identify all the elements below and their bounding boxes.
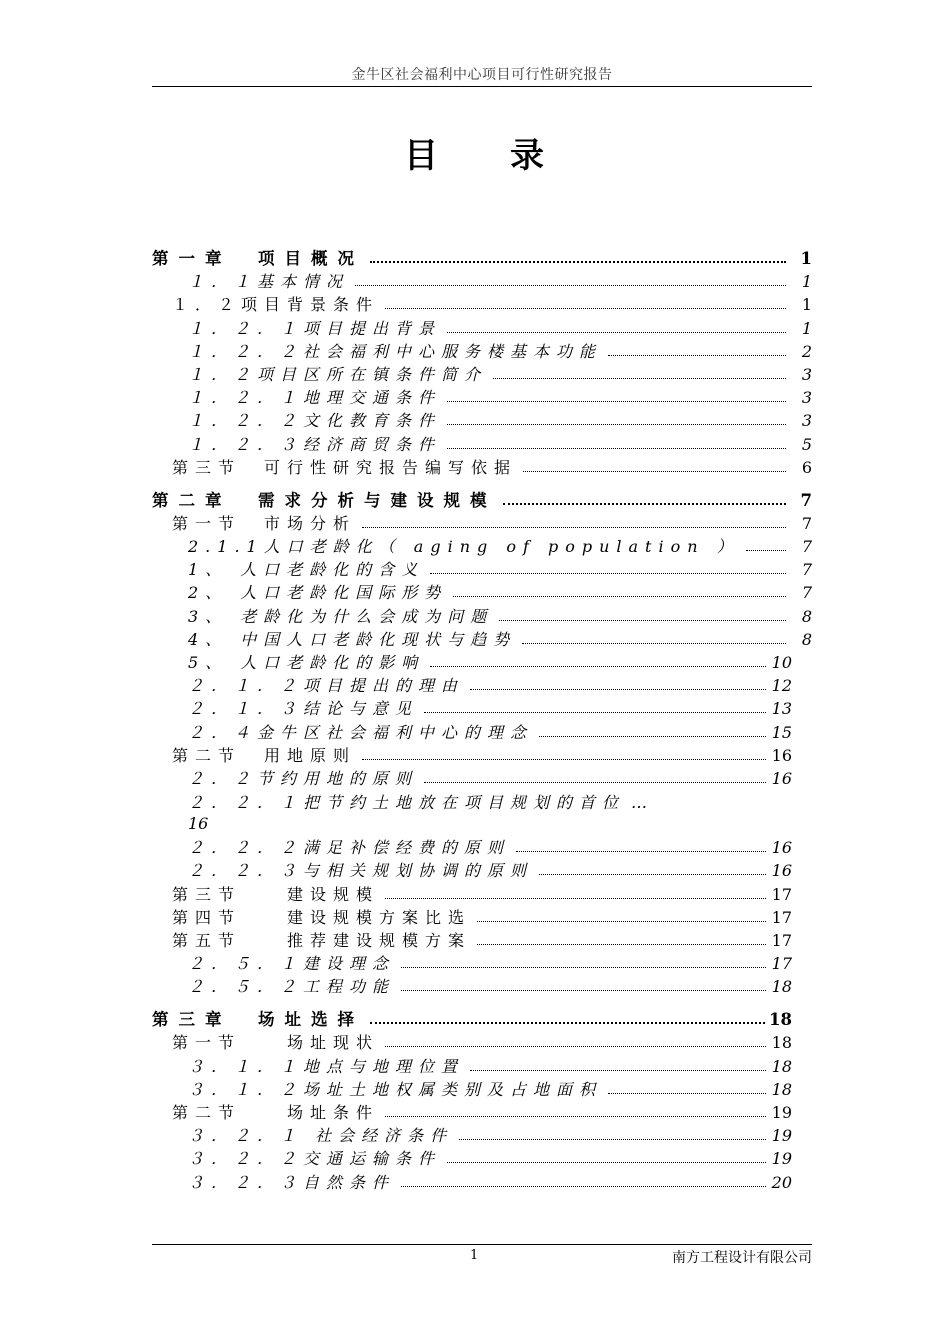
footer-company-name: 南方工程设计有限公司 — [672, 1250, 812, 1266]
dot-leader — [370, 1022, 765, 1024]
toc-heading-char: 录 — [510, 136, 546, 176]
toc-entry[interactable] — [152, 534, 812, 557]
dot-leader — [470, 1070, 766, 1071]
toc-entry[interactable] — [152, 951, 812, 974]
dot-leader — [401, 990, 766, 991]
toc-entry[interactable] — [152, 673, 812, 696]
toc-chapter-entry[interactable] — [152, 997, 812, 1030]
toc-entry[interactable] — [152, 431, 812, 454]
toc-entry-title: ２．１．３结论与意见 — [188, 699, 419, 719]
toc-entry[interactable] — [152, 292, 812, 315]
toc-entry-page: 19 — [771, 1149, 792, 1169]
dot-leader — [362, 759, 766, 760]
toc-entry-page: 17 — [771, 907, 792, 927]
toc-entry-title: １．２．３经济商贸条件 — [188, 434, 442, 454]
toc-entry[interactable] — [152, 408, 812, 431]
toc-entry-page: 13 — [771, 699, 792, 719]
toc-entry-title: １．２．２社会福利中心服务楼基本功能 — [188, 341, 603, 361]
toc-entry-title: 第五节 推荐建设规模方案 — [172, 930, 472, 950]
toc-entry[interactable] — [152, 928, 812, 951]
toc-entry-title: ２．２节约用地的原则 — [188, 768, 419, 788]
toc-entry-title: ３．２．３自然条件 — [188, 1172, 396, 1192]
toc-entry[interactable] — [152, 627, 812, 650]
toc-chapter-entry[interactable] — [152, 478, 812, 511]
toc-entry-page: 1 — [801, 295, 812, 315]
toc-entry-page: 17 — [771, 884, 792, 904]
toc-entry-page: 7 — [801, 537, 812, 557]
toc-entry[interactable] — [152, 362, 812, 385]
toc-entry-page: 18 — [769, 1010, 792, 1030]
toc-entry-title: 第四节 建设规模方案比选 — [172, 907, 472, 927]
toc-entry-title: １．２．１地理交通条件 — [188, 388, 442, 408]
toc-entry[interactable] — [152, 905, 812, 928]
toc-entry-page: 3 — [801, 411, 812, 431]
toc-entry-page: 12 — [771, 676, 792, 696]
dot-leader — [447, 448, 786, 449]
toc-entry[interactable] — [152, 1030, 812, 1053]
toc-entry-title: ２．５．１建设理念 — [188, 954, 396, 974]
dot-leader — [370, 261, 786, 263]
toc-entry-title: 3、 老龄化为什么会成为问题 — [188, 606, 494, 626]
toc-entry-title: ３．２．２交通运输条件 — [188, 1149, 442, 1169]
dot-leader — [608, 355, 786, 356]
dot-leader — [401, 967, 766, 968]
header-rule — [152, 86, 812, 87]
toc-entry[interactable] — [152, 835, 812, 858]
toc-entry[interactable] — [152, 315, 812, 338]
toc-entry-page: 7 — [801, 513, 812, 533]
running-header-title: 金牛区社会福利中心项目可行性研究报告 — [351, 67, 613, 83]
toc-entry-title: ２．２．１把节约土地放在项目规划的首位 — [188, 792, 626, 812]
dot-leader — [401, 1186, 766, 1187]
dot-leader — [503, 503, 787, 505]
toc-entry-page: 18 — [771, 1056, 792, 1076]
toc-entry-page: 16 — [771, 861, 792, 881]
toc-heading-char: 目 — [404, 136, 440, 176]
toc-entry[interactable] — [152, 650, 812, 673]
dot-leader — [746, 550, 786, 551]
toc-entry[interactable] — [152, 580, 812, 603]
toc-entry-page: 18 — [771, 1033, 792, 1053]
toc-entry-title: ２．１．２项目提出的理由 — [188, 676, 465, 696]
dot-leader — [355, 285, 786, 286]
footer-rule — [152, 1244, 812, 1245]
toc-entry-page: 8 — [801, 606, 812, 626]
toc-entry-title: 第二节 场址条件 — [172, 1103, 380, 1122]
toc-entry-title: 4、 中国人口老龄化现状与趋势 — [188, 629, 517, 649]
toc-entry[interactable] — [152, 881, 812, 904]
toc-entry[interactable] — [152, 858, 812, 881]
dot-leader — [424, 782, 766, 783]
toc-entry[interactable] — [152, 1100, 812, 1123]
toc-entry-page: 16 — [771, 745, 792, 765]
toc-entry-page: 1 — [801, 318, 812, 338]
toc-entry-page: 3 — [801, 364, 812, 384]
dot-leader — [477, 921, 766, 922]
toc-entry-title: １．２项目背景条件 — [172, 295, 380, 315]
toc-entry-page: 20 — [771, 1172, 792, 1192]
dot-leader — [470, 689, 766, 690]
toc-entry[interactable] — [152, 719, 812, 742]
dot-leader — [447, 1162, 766, 1163]
toc-entry-page: 15 — [771, 722, 792, 742]
toc-entry-page: 17 — [771, 930, 792, 950]
toc-entry[interactable] — [152, 455, 812, 478]
dot-leader — [493, 378, 786, 379]
toc-entry-title: １．１基本情况 — [188, 272, 350, 292]
toc-entry-title: ２．２．３与相关规划协调的原则 — [188, 861, 534, 881]
dot-leader — [447, 332, 786, 333]
toc-entry-page: 6 — [801, 457, 812, 477]
dot-leader — [385, 308, 786, 309]
toc-entry-page: 7 — [801, 560, 812, 580]
toc-entry-title: 1、 人口老龄化的含义 — [188, 560, 425, 580]
toc-entry-title: 2、 人口老龄化国际形势 — [188, 583, 448, 603]
toc-entry[interactable] — [152, 766, 812, 789]
dot-leader — [385, 898, 766, 899]
dot-leader — [447, 424, 786, 425]
toc-entry-page: 18 — [771, 977, 792, 997]
toc-entry[interactable] — [152, 1146, 812, 1169]
toc-entry-title: 第三节 可行性研究报告编写依据 — [172, 457, 518, 477]
toc-entry-title: １．２项目区所在镇条件简介 — [188, 364, 488, 384]
dot-leader — [430, 666, 766, 667]
dot-leader — [539, 874, 766, 875]
toc-entry-page: 5 — [801, 434, 812, 454]
toc-entry-page: 18 — [771, 1079, 792, 1099]
toc-entry-page: 16 — [771, 838, 792, 858]
dot-leader — [539, 736, 766, 737]
toc-entry-page: 2 — [801, 341, 812, 361]
dot-leader — [522, 643, 786, 644]
toc-entry-title: ３．２．１ 社会经济条件 — [188, 1126, 454, 1146]
dot-leader — [459, 1139, 766, 1140]
toc-entry-page: 19 — [771, 1126, 792, 1146]
toc-entry-page: 3 — [801, 388, 812, 408]
toc-entry-ellipsis: … — [631, 792, 648, 812]
toc-entry[interactable] — [152, 1169, 812, 1192]
toc-entry-page: 7 — [801, 583, 812, 603]
toc-entry-page: 1 — [801, 272, 812, 292]
toc-entry[interactable] — [152, 511, 812, 534]
toc-entry-page: 8 — [801, 629, 812, 649]
toc-entry-page: 16 — [771, 768, 792, 788]
dot-leader — [608, 1093, 766, 1094]
toc-entry-page: 10 — [771, 653, 792, 672]
toc-entry-title: 5、 人口老龄化的影响 — [188, 653, 425, 672]
toc-entry-title: １．２．１项目提出背景 — [188, 318, 442, 338]
toc-entry-page: 17 — [771, 954, 792, 974]
dot-leader — [430, 573, 786, 574]
toc-entry-page: 1 — [800, 249, 812, 268]
dot-leader — [499, 620, 786, 621]
footer-page-number: 1 — [470, 1248, 479, 1263]
toc-entry-page: 19 — [771, 1103, 792, 1122]
toc-entry[interactable] — [152, 269, 812, 292]
toc-entry[interactable] — [152, 557, 812, 580]
toc-entry-title: ２．２．２满足补偿经费的原则 — [188, 838, 511, 858]
dot-leader — [362, 527, 786, 528]
toc-entry-title: 2.1.1人口老龄化（ aging of population ） — [188, 537, 740, 557]
dot-leader — [385, 1046, 766, 1047]
dot-leader — [523, 471, 786, 472]
toc-entry-title: ２．４金牛区社会福利中心的理念 — [188, 722, 534, 742]
toc-entry-page: 7 — [800, 490, 812, 510]
toc-entry-title: １．２．２文化教育条件 — [188, 411, 442, 431]
toc-entry[interactable] — [152, 603, 812, 626]
toc-heading — [0, 128, 950, 177]
toc-entry-title: 第二节 用地原则 — [172, 745, 357, 765]
dot-leader — [477, 944, 766, 945]
toc-entry[interactable] — [152, 1077, 812, 1100]
toc-entry[interactable] — [152, 789, 812, 835]
dot-leader — [385, 1116, 766, 1117]
toc-entry-title: 第一节 市场分析 — [172, 513, 357, 533]
toc-entry[interactable] — [152, 1123, 812, 1146]
toc-entry-title: 第一章 项目概况 — [152, 249, 364, 268]
toc-entry-title: 第三节 建设规模 — [172, 884, 380, 904]
table-of-contents — [152, 236, 812, 1193]
toc-entry-title: 第三章 场址选择 — [152, 1010, 364, 1030]
toc-entry[interactable] — [152, 385, 812, 408]
toc-entry[interactable] — [152, 339, 812, 362]
toc-entry-title: ３．１．１地点与地理位置 — [188, 1056, 465, 1076]
toc-entry[interactable] — [152, 743, 812, 766]
dot-leader — [447, 401, 786, 402]
toc-chapter-entry[interactable] — [152, 236, 812, 269]
dot-leader — [424, 712, 766, 713]
toc-entry-title: 第二章 需求分析与建设规模 — [152, 490, 497, 510]
toc-entry-title: 第一节 场址现状 — [172, 1033, 380, 1053]
dot-leader — [516, 851, 766, 852]
toc-entry[interactable] — [152, 696, 812, 719]
toc-entry-title: ３．１．２场址土地权属类别及占地面积 — [188, 1079, 603, 1099]
toc-entry-title: ２．５．２工程功能 — [188, 977, 396, 997]
toc-entry[interactable] — [152, 1053, 812, 1076]
toc-entry-page: 16 — [188, 813, 209, 833]
toc-entry[interactable] — [152, 974, 812, 997]
dot-leader — [453, 596, 786, 597]
